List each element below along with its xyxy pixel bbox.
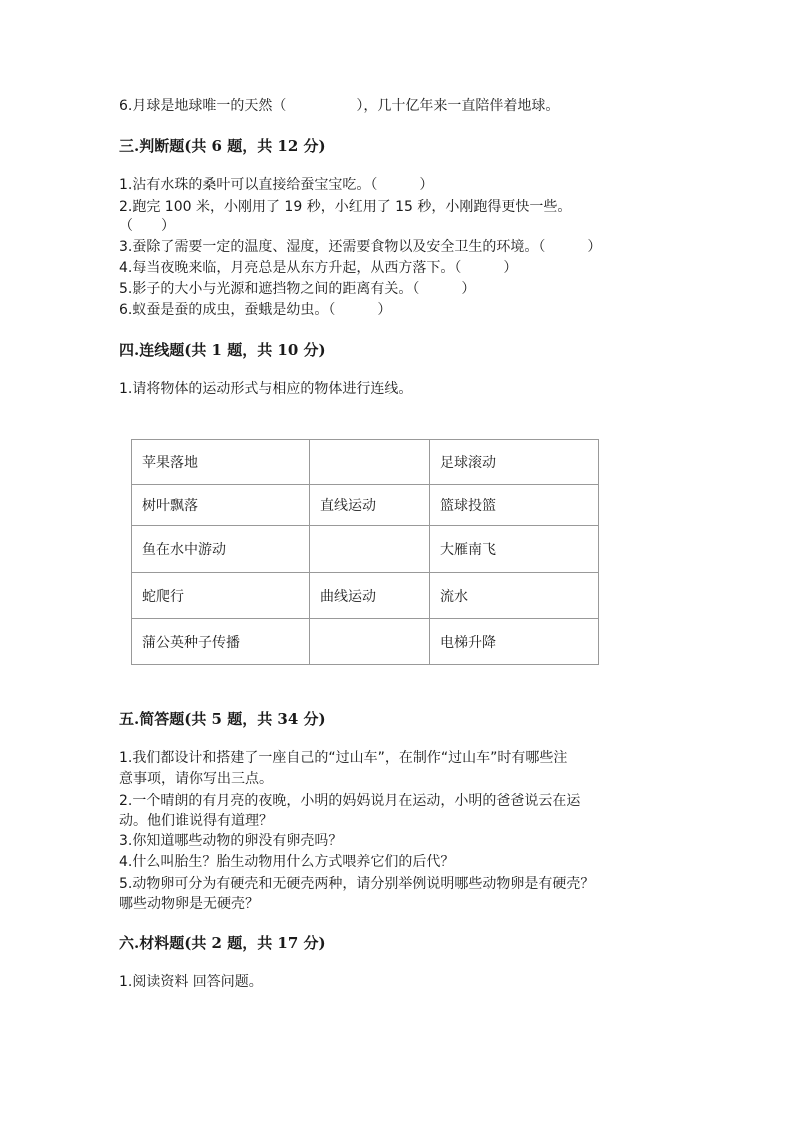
object-cell: 蛇爬行: [132, 573, 310, 619]
table-row: [132, 619, 599, 665]
matching-instruction: 1.请将物体的运动形式与相应的物体进行连线。: [119, 381, 413, 397]
judgment-question-6: 6.蚁蚕是蚕的成虫，蚕蛾是幼虫。（ ）: [119, 302, 392, 318]
object-cell: 足球滚动: [430, 440, 599, 485]
short-answer-question-1: 1.我们都设计和搭建了一座自己的“过山车”，在制作“过山车”时有哪些注: [119, 750, 568, 766]
short-answer-question-3: 3.你知道哪些动物的卵没有卵壳吗？: [119, 833, 343, 849]
judgment-question-1: 1.沾有水珠的桑叶可以直接给蚕宝宝吃。（ ）: [119, 177, 434, 193]
judgment-question-2: 2.跑完 100 米，小刚用了 19 秒，小红用了 15 秒，小刚跑得更快一些。: [119, 199, 572, 215]
object-cell: 蒲公英种子传播: [132, 619, 310, 665]
short-answer-question-4: 4.什么叫胎生？胎生动物用什么方式喂养它们的后代？: [119, 854, 455, 870]
object-cell: 鱼在水中游动: [132, 526, 310, 573]
motion-cell: 直线运动: [310, 485, 430, 526]
section-5-heading: 五.简答题(共 5 题，共 34 分): [119, 710, 326, 728]
object-cell: 电梯升降: [430, 619, 599, 665]
judgment-question-4: 4.每当夜晚来临，月亮总是从东方升起，从西方落下。（ ）: [119, 260, 518, 276]
motion-cell: [310, 619, 430, 665]
short-answer-question-2: 2.一个晴朗的有月亮的夜晚，小明的妈妈说月在运动，小明的爸爸说云在运: [119, 793, 581, 809]
judgment-question-5: 5.影子的大小与光源和遮挡物之间的距离有关。（ ）: [119, 281, 476, 297]
table-row: [132, 526, 599, 573]
table-row: [132, 440, 599, 485]
short-answer-question-5: 5.动物卵可分为有硬壳和无硬壳两种，请分别举例说明哪些动物卵是有硬壳？: [119, 876, 595, 892]
table-row: [132, 485, 599, 526]
section-3-heading: 三.判断题(共 6 题，共 12 分): [119, 137, 326, 155]
section-6-heading: 六.材料题(共 2 题，共 17 分): [119, 934, 326, 952]
object-cell: 苹果落地: [132, 440, 310, 485]
judgment-question-2-bracket: （ ）: [119, 218, 175, 234]
short-answer-question-5-cont: 哪些动物卵是无硬壳？: [119, 896, 259, 912]
section-4-heading: 四.连线题(共 1 题，共 10 分): [119, 341, 326, 359]
motion-cell: 曲线运动: [310, 573, 430, 619]
table-row: [132, 573, 599, 619]
judgment-question-3: 3.蚕除了需要一定的温度、湿度，还需要食物以及安全卫生的环境。（ ）: [119, 239, 602, 255]
fill-blank-question-6: 6.月球是地球唯一的天然（ ），几十亿年来一直陪伴着地球。: [119, 98, 560, 114]
object-cell: 流水: [430, 573, 599, 619]
short-answer-question-1-cont: 意事项，请你写出三点。: [119, 771, 273, 787]
matching-table: [131, 439, 599, 665]
object-cell: 篮球投篮: [430, 485, 599, 526]
motion-cell: [310, 526, 430, 573]
material-question-1: 1.阅读资料 回答问题。: [119, 974, 263, 990]
object-cell: 树叶飘落: [132, 485, 310, 526]
short-answer-question-2-cont: 动。他们谁说得有道理？: [119, 813, 273, 829]
object-cell: 大雁南飞: [430, 526, 599, 573]
motion-cell: [310, 440, 430, 485]
